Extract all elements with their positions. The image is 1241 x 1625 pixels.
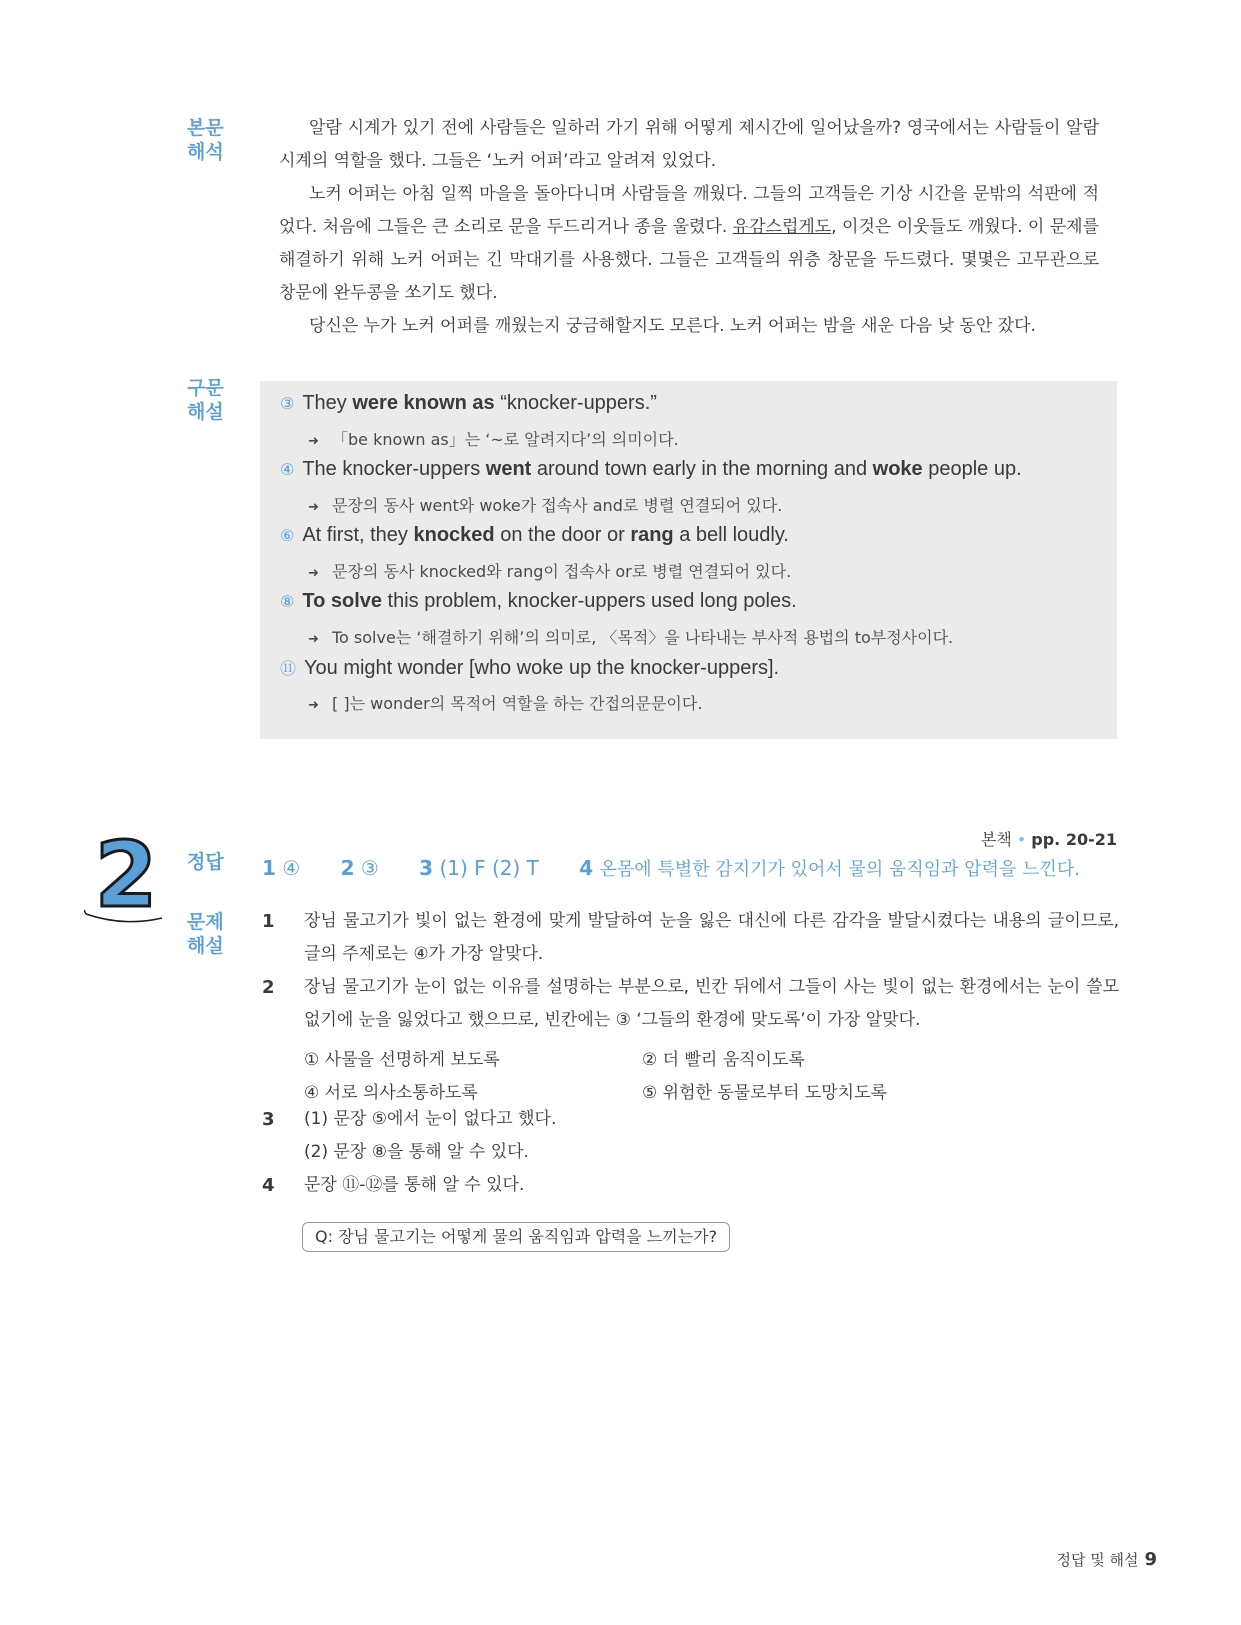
- question-box: Q: 장님 물고기는 어떻게 물의 움직임과 압력을 느끼는가?: [302, 1222, 730, 1252]
- sentence-text: this problem, knocker-uppers used long poles.: [382, 590, 797, 612]
- section-number: 2: [94, 832, 158, 927]
- label-line: 정답: [187, 851, 224, 873]
- grammar-sentence: [280, 656, 779, 680]
- translation-paragraph-3: 당신은 누가 노커 어퍼를 깨웠는지 궁금해할지도 모른다. 노커 어퍼는 밤을 새운 다음 낮 동안 잤다.: [309, 316, 1036, 336]
- grammar-sentence: [280, 590, 797, 613]
- translation-text-part: 노커 어퍼는 아침 일찍 마을을 돌아다니며 사람들을 깨웠다. 그들의 고객들은 기상 시간을 문밖의 석판에 적었다. 처음에 그들은 큰 소리로 문을 두드리거나 종을 울렸다.: [279, 184, 1099, 237]
- question-text: (2) 문장 ⑧을 통해 알 수 있다.: [304, 1142, 529, 1162]
- arrow-icon: ➜: [308, 434, 319, 449]
- grammar-note: [308, 427, 679, 450]
- page-ref-prefix: 본책: [980, 830, 1012, 849]
- translation-paragraph-2: [279, 178, 1099, 310]
- sentence-bold: were known as: [352, 392, 495, 414]
- sentence-bold: woke: [872, 458, 923, 480]
- note-text: To solve는 ‘해결하기 위해’의 의미로, 〈목적〉을 나타내는 부사적 용법의 to부정사이다.: [332, 628, 954, 647]
- grammar-box: [260, 381, 1117, 739]
- arrow-icon: ➜: [308, 632, 319, 647]
- arrow-icon: ➜: [308, 698, 319, 713]
- option-5: ⑤ 위험한 동물로부터 도망치도록: [642, 1083, 887, 1103]
- label-line: 문제: [187, 911, 224, 933]
- question-number: 1: [262, 911, 275, 932]
- sentence-bold: went: [485, 458, 532, 480]
- arrow-icon: ➜: [308, 500, 319, 515]
- sentence-text: on the door or: [494, 524, 631, 546]
- footer-label: 정답 및 해설: [1056, 1551, 1139, 1569]
- label-line: 해설: [187, 935, 224, 957]
- sentence-number: ④: [280, 460, 295, 479]
- answer-value: ③: [360, 856, 379, 880]
- question-number: 2: [262, 977, 275, 998]
- section-label-translation: [187, 116, 224, 164]
- sentence-bold: knocked: [413, 524, 495, 546]
- grammar-note: [308, 493, 782, 516]
- answer-number: 1: [262, 856, 276, 880]
- translation-text: [279, 112, 1099, 343]
- answer-4: [579, 856, 1080, 880]
- underlined-word: 유감스럽게도: [732, 217, 832, 237]
- page-ref-pages: pp. 20-21: [1031, 830, 1117, 849]
- page-number: 9: [1144, 1549, 1157, 1570]
- page-footer: [1056, 1549, 1157, 1570]
- label-line: 구문: [187, 377, 224, 399]
- dot-icon: •: [1016, 830, 1027, 849]
- swoosh-tail: [84, 910, 86, 914]
- grammar-sentence: [280, 392, 657, 415]
- section-label-grammar: [187, 376, 224, 424]
- grammar-sentence: [280, 524, 789, 547]
- option-4: ④ 서로 의사소통하도록: [304, 1083, 478, 1103]
- note-text: 문장의 동사 went와 woke가 접속사 and로 병렬 연결되어 있다.: [332, 496, 783, 515]
- sentence-bold: To solve: [302, 590, 382, 612]
- option-2: ② 더 빨리 움직이도록: [642, 1050, 805, 1070]
- sentence-bold: rang: [630, 524, 674, 546]
- sentence-text: You might wonder [who woke up the knocker-uppers].: [304, 657, 780, 679]
- sentence-number: ⑪: [280, 659, 297, 678]
- grammar-note: [308, 625, 953, 648]
- answer-value: (1) F (2) T: [439, 856, 539, 880]
- note-text: [ ]는 wonder의 목적어 역할을 하는 간접의문문이다.: [332, 694, 703, 713]
- answer-number: 4: [579, 856, 594, 880]
- question-number: 4: [262, 1175, 275, 1196]
- sentence-text: At first, they: [302, 524, 414, 546]
- answer-number: 3: [419, 856, 434, 880]
- sentence-text: people up.: [922, 458, 1022, 480]
- answer-value: 온몸에 특별한 감지기가 있어서 물의 움직임과 압력을 느낀다.: [599, 859, 1081, 880]
- answer-1: [262, 856, 300, 880]
- label-line: 해석: [187, 141, 224, 163]
- translation-paragraph-1: 알람 시계가 있기 전에 사람들은 일하러 가기 위해 어떻게 제시간에 일어났을까? 영국에서는 사람들이 알람 시계의 역할을 했다. 그들은 ‘노커 어퍼’라고 알려져 있었다.: [279, 118, 1099, 171]
- sentence-text: around town early in the morning and: [531, 458, 873, 480]
- sentence-text: The knocker-uppers: [302, 458, 486, 480]
- answer-row: [262, 855, 1080, 881]
- sentence-text: They: [302, 392, 353, 414]
- sentence-number: ⑧: [280, 592, 295, 611]
- section-label-explanation: [187, 910, 224, 958]
- note-text: 문장의 동사 knocked와 rang이 접속사 or로 병렬 연결되어 있다.: [332, 562, 792, 581]
- answer-number: 2: [340, 856, 355, 880]
- section-number-2-icon: [84, 832, 174, 927]
- grammar-note: [308, 691, 702, 714]
- translation-text-part: , 이것은 이웃들도 깨웠다. 이 문제를 해결하기 위해 노커 어퍼는 긴 막대기를 사용했다. 그들은 고객들의 위층 창문을 두드렸다. 몇몇은 고무관으로 창문에 완두콩을 쏘기도 했다.: [279, 217, 1100, 303]
- sentence-text: a bell loudly.: [673, 524, 789, 546]
- question-text: 문장 ⑪-⑫를 통해 알 수 있다.: [304, 1175, 525, 1195]
- question-text: 장님 물고기가 눈이 없는 이유를 설명하는 부분으로, 빈칸 뒤에서 그들이 사는 빛이 없는 환경에서는 눈이 쓸모없기에 눈을 잃었다고 했으므로, 빈칸에는 ③ ‘그들의 환경에 맞도록’이 가장 알맞다.: [304, 977, 1119, 1030]
- sentence-number: ③: [280, 394, 295, 413]
- grammar-sentence: [280, 458, 1022, 481]
- sentence-text: “knocker-uppers.”: [494, 392, 657, 414]
- label-line: 본문: [187, 117, 224, 139]
- answer-3: [419, 856, 539, 880]
- option-1: ① 사물을 선명하게 보도록: [304, 1050, 500, 1070]
- section-label-answer: [187, 850, 224, 874]
- page-reference: [981, 827, 1117, 850]
- sentence-number: ⑥: [280, 526, 295, 545]
- answer-value: ④: [282, 856, 301, 880]
- arrow-icon: ➜: [308, 566, 319, 581]
- label-line: 해설: [187, 401, 224, 423]
- question-text: 장님 물고기가 빛이 없는 환경에 맞게 발달하여 눈을 잃은 대신에 다른 감각을 발달시켰다는 내용의 글이므로, 글의 주제로는 ④가 가장 알맞다.: [304, 911, 1119, 964]
- grammar-note: [308, 559, 791, 582]
- question-text: (1) 문장 ⑤에서 눈이 없다고 했다.: [304, 1109, 557, 1129]
- answer-2: [341, 856, 379, 880]
- note-text: 「be known as」는 ‘~로 알려지다’의 의미이다.: [332, 430, 679, 449]
- question-number: 3: [262, 1109, 275, 1130]
